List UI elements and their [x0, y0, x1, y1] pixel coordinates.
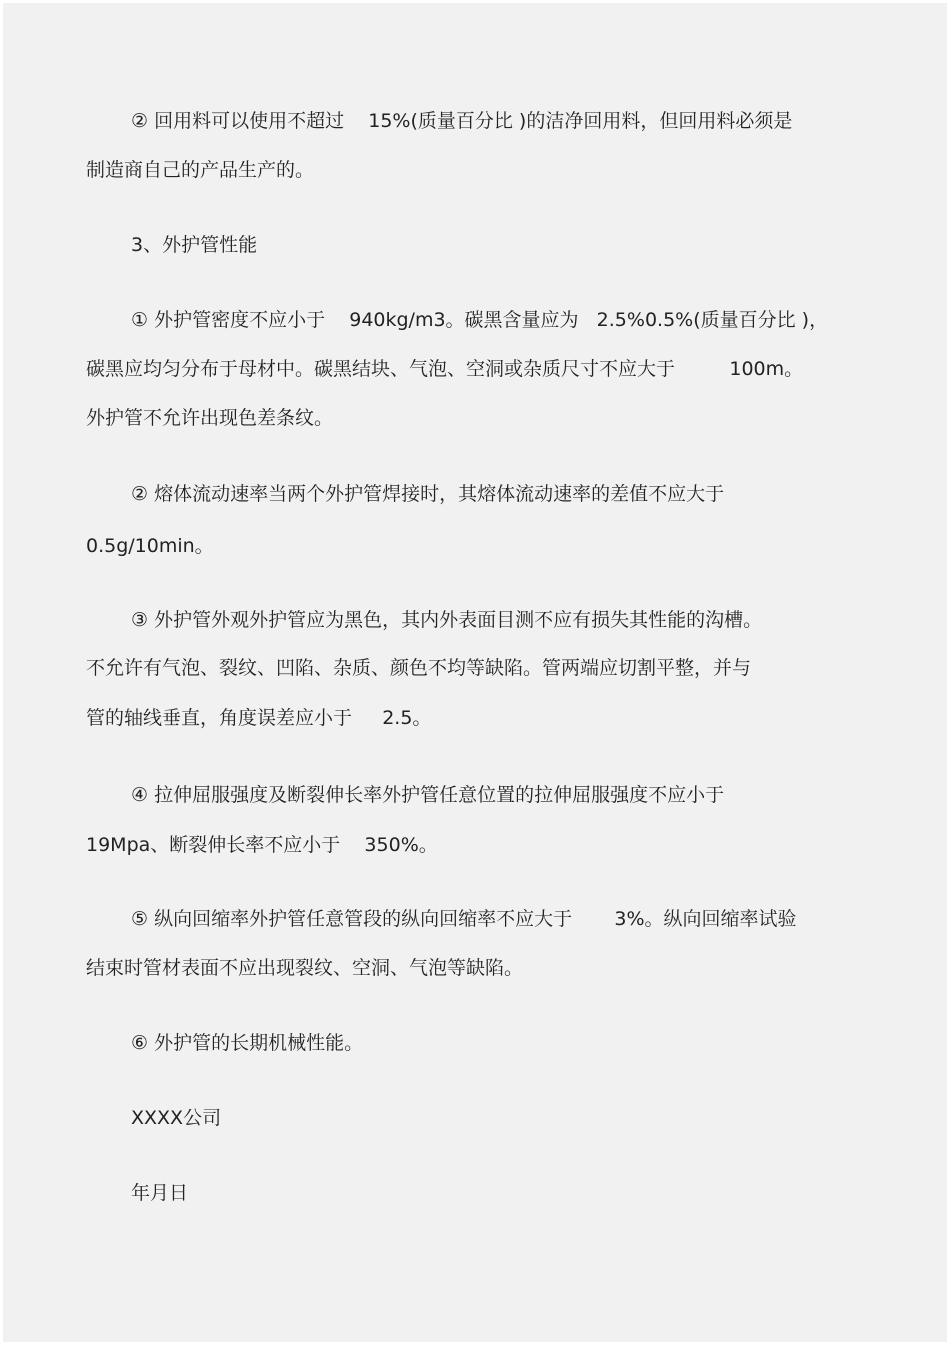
- text-line: 外护管不允许出现色差条纹。: [86, 407, 334, 429]
- text-line: ⑥ 外护管的长期机械性能。: [131, 1032, 364, 1054]
- text-line: ⑤ 纵向回缩率外护管任意管段的纵向回缩率不应大于 3%。纵向回缩率试验: [131, 908, 797, 930]
- company-name: XXXX公司: [131, 1107, 222, 1129]
- text-line: ③ 外护管外观外护管应为黑色，其内外表面目测不应有损失其性能的沟槽。: [131, 609, 763, 631]
- heading-text: 3、外护管性能: [131, 234, 258, 256]
- text-line: 0.5g/10min。: [86, 535, 214, 557]
- date-text: 年月日: [131, 1182, 189, 1204]
- document-page: [3, 3, 947, 1342]
- text-line: 碳黑应均匀分布于母材中。碳黑结块、气泡、空洞或杂质尺寸不应大于 100m。: [86, 358, 804, 380]
- text-line: ① 外护管密度不应小于 940kg/m3。碳黑含量应为 2.5%0.5%(质量百分比 )，: [131, 309, 829, 331]
- text-line: ② 熔体流动速率当两个外护管焊接时，其熔体流动速率的差值不应大于: [131, 483, 725, 505]
- text-line: 制造商自己的产品生产的。: [86, 159, 315, 181]
- text-line: ④ 拉伸屈服强度及断裂伸长率外护管任意位置的拉伸屈服强度不应小于: [131, 784, 725, 806]
- text-line: 不允许有气泡、裂纹、凹陷、杂质、颜色不均等缺陷。管两端应切割平整，并与: [86, 657, 752, 679]
- text-line: ② 回用料可以使用不超过 15%(质量百分比 )的洁净回用料，但回用料必须是: [131, 110, 793, 132]
- text-line: 结束时管材表面不应出现裂纹、空洞、气泡等缺陷。: [86, 957, 524, 979]
- text-line: 19Mpa、断裂伸长率不应小于 350%。: [86, 834, 438, 856]
- text-line: 管的轴线垂直，角度误差应小于 2.5。: [86, 707, 432, 729]
